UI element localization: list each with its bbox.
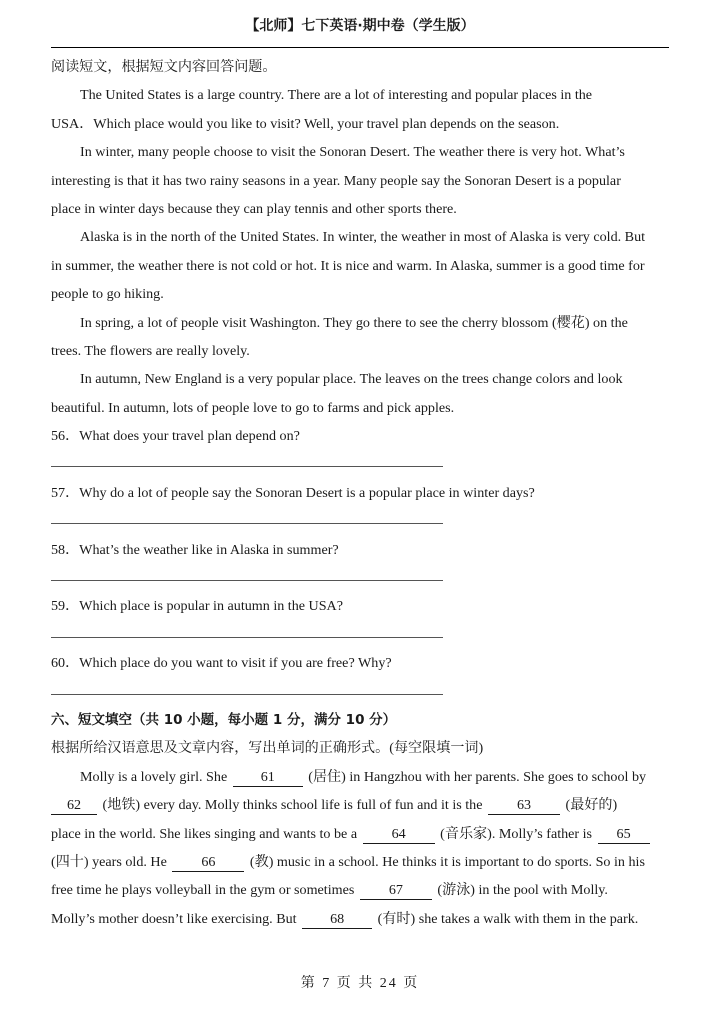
section-6-instruction: 根据所给汉语意思及文章内容，写出单词的正确形式。(每空限填一词) [51,740,484,757]
passage-line: USA．Which place would you like to visit? Well, your travel plan depends on the season. [51,115,560,132]
cloze-line [51,820,669,848]
blank-66[interactable]: 66 [172,854,244,872]
passage-line: interesting is that it has two rainy seasons in a year. Many people say the Sonoran Desert is a popular [51,172,621,189]
blank-63[interactable]: 63 [488,797,560,815]
answer-line-57[interactable] [51,507,669,535]
cloze-line [51,876,669,904]
question-60: 60．Which place do you want to visit if you are free? Why? [51,655,392,672]
cloze-text: place in the world. She likes singing and wants to be a [51,825,358,842]
cloze-line [51,905,669,933]
cloze-text: Molly’s mother doesn’t like exercising. But [51,910,297,927]
blank-62[interactable]: 62 [51,797,97,815]
cloze-text: free time he plays volleyball in the gym or sometimes [51,882,355,899]
cloze-text: (音乐家). Molly’s father is [440,825,593,842]
cloze-line [51,791,669,819]
question-58: 58．What’s the weather like in Alaska in summer? [51,541,339,558]
passage-line: beautiful. In autumn, lots of people love to go to farms and pick apples. [51,399,455,416]
cloze-text: (有时) she takes a walk with them in the park. [377,910,639,927]
question-59: 59．Which place is popular in autumn in the USA? [51,598,343,615]
cloze-text: (游泳) in the pool with Molly. [437,882,608,899]
cloze-line [51,848,669,876]
passage-line: In winter, many people choose to visit the Sonoran Desert. The weather there is very hot. What’s [80,144,625,161]
passage-line: In autumn, New England is a very popular place. The leaves on the trees change colors and look [80,371,623,388]
cloze-line [51,763,669,791]
header-divider [51,47,669,48]
reading-instruction: 阅读短文，根据短文内容回答问题。 [51,59,277,75]
passage-line: The United States is a large country. There are a lot of interesting and popular places in the [80,87,593,104]
cloze-text: (居住) in Hangzhou with her parents. She goes to school by [308,768,647,785]
cloze-text: Molly is a lovely girl. She [80,768,228,785]
passage-line: Alaska is in the north of the United States. In winter, the weather in most of Alaska is very cold. But [80,229,646,246]
answer-line-59[interactable] [51,621,669,649]
cloze-text: (四十) years old. He [51,853,167,870]
passage-line: in summer, the weather there is not cold or hot. It is nice and warm. In Alaska, summer is a good time for [51,257,645,274]
answer-line-60[interactable] [51,678,669,706]
blank-67[interactable]: 67 [360,882,432,900]
blank-64[interactable]: 64 [363,826,435,844]
cloze-text: (教) music in a school. He thinks it is important to do sports. So in his [249,853,645,870]
blank-65[interactable]: 65 [598,826,650,844]
blank-68[interactable]: 68 [302,911,372,929]
question-57: 57．Why do a lot of people say the Sonoran Desert is a popular place in winter days? [51,484,535,501]
cloze-text: (地铁) every day. Molly thinks school life is full of fun and it is the [102,797,483,814]
passage-line: trees. The flowers are really lovely. [51,342,250,359]
section-6-title: 六、短文填空（共 10 小题，每小题 1 分，满分 10 分） [51,711,397,728]
question-56: 56．What does your travel plan depend on? [51,428,300,445]
answer-line-56[interactable] [51,450,669,478]
cloze-text: (最好的) [565,797,618,814]
passage-line: In spring, a lot of people visit Washington. They go there to see the cherry blossom (樱花) on the [80,314,628,331]
page-header-title: 【北师】七下英语·期中卷（学生版） [245,18,475,34]
passage-line: people to go hiking. [51,286,164,303]
page-number: 第 7 页 共 24 页 [300,976,420,991]
page-content [51,53,669,933]
passage-line: place in winter days because they can play tennis and other sports there. [51,200,457,217]
blank-61[interactable]: 61 [233,769,303,787]
answer-line-58[interactable] [51,564,669,592]
